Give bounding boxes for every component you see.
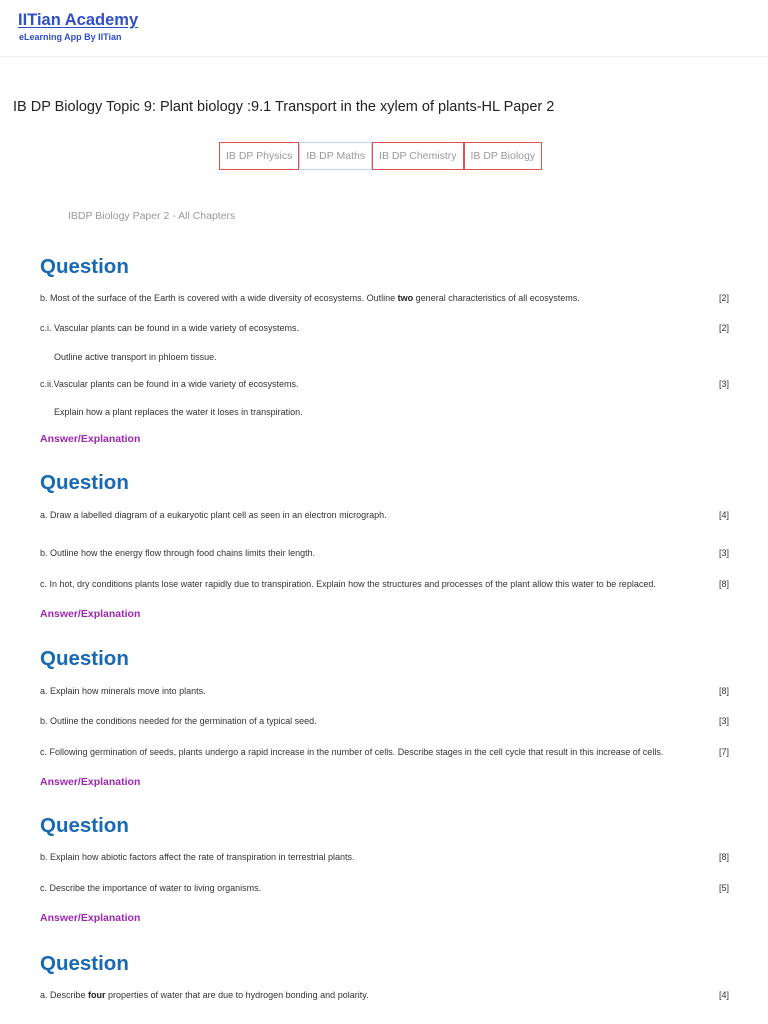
answer-explanation-toggle[interactable]: Answer/Explanation [40,433,141,445]
question-part [40,579,729,589]
question-heading: Question [40,255,129,278]
question-marks: [2] [718,293,729,303]
question-marks: [4] [718,510,729,520]
nav-ib-dp-maths-button[interactable]: IB DP Maths [299,142,372,170]
question-part-text: b. Explain how abiotic factors affect the rate of transpiration in terrestrial plants. [40,852,355,862]
question-marks: [3] [718,379,729,389]
question-part [40,323,729,333]
header-divider [0,56,768,57]
question-subtext: Explain how a plant replaces the water it loses in transpiration. [54,407,303,417]
answer-explanation-toggle[interactable]: Answer/Explanation [40,608,141,620]
question-part-text: a. Draw a labelled diagram of a eukaryotic plant cell as seen in an electron micrograph. [40,510,387,520]
question-marks: [8] [718,686,729,696]
all-chapters-link[interactable]: IBDP Biology Paper 2 - All Chapters [68,210,236,222]
question-part-text: b. Outline the conditions needed for the germination of a typical seed. [40,716,317,726]
question-part [40,686,729,696]
question-heading: Question [40,471,129,494]
question-heading: Question [40,647,129,670]
question-marks: [8] [718,579,729,589]
question-part [40,747,729,757]
nav-ib-dp-biology-button[interactable]: IB DP Biology [464,142,543,170]
site-header [0,0,768,56]
page-title: IB DP Biology Topic 9: Plant biology :9.1 Transport in the xylem of plants-HL Paper 2 [13,99,555,115]
question-marks: [5] [718,883,729,893]
question-part-text: c.ii.Vascular plants can be found in a wide variety of ecosystems. [40,379,299,389]
question-part [40,852,729,862]
question-part-text: a. Explain how minerals move into plants. [40,686,206,696]
question-part [40,548,729,558]
question-part-text: a. Describe four properties of water that are due to hydrogen bonding and polarity. [40,990,369,1000]
subject-nav [219,142,542,170]
question-part [40,883,729,893]
question-marks: [7] [718,747,729,757]
question-heading: Question [40,952,129,975]
question-marks: [3] [718,548,729,558]
question-subtext: Outline active transport in phloem tissue. [54,352,217,362]
question-part [40,510,729,520]
question-marks: [8] [718,852,729,862]
question-part-text: c. Following germination of seeds, plants undergo a rapid increase in the number of cells. Describe stages in the cell cycle that result in this increase of cells. [40,747,664,757]
question-marks: [2] [718,323,729,333]
nav-ib-dp-physics-button[interactable]: IB DP Physics [219,142,299,170]
nav-ib-dp-chemistry-button[interactable]: IB DP Chemistry [372,142,463,170]
question-part-text: c. Describe the importance of water to living organisms. [40,883,262,893]
question-part [40,990,729,1000]
question-marks: [3] [718,716,729,726]
question-part-text: c. In hot, dry conditions plants lose water rapidly due to transpiration. Explain how the structures and processes of the plant allow this water to be replaced. [40,579,656,589]
question-part-text: b. Most of the surface of the Earth is covered with a wide diversity of ecosystems. Outline two general characteristics of all ecosystems. [40,293,580,303]
question-heading: Question [40,814,129,837]
question-part [40,379,729,389]
brand-tagline: eLearning App By IITian [19,32,122,42]
question-part-text: b. Outline how the energy flow through food chains limits their length. [40,548,316,558]
answer-explanation-toggle[interactable]: Answer/Explanation [40,912,141,924]
question-marks: [4] [718,990,729,1000]
question-part-text: c.i. Vascular plants can be found in a wide variety of ecosystems. [40,323,299,333]
question-part [40,716,729,726]
brand-logo-link[interactable]: IITian Academy [18,11,139,29]
answer-explanation-toggle[interactable]: Answer/Explanation [40,776,141,788]
question-part [40,293,729,303]
